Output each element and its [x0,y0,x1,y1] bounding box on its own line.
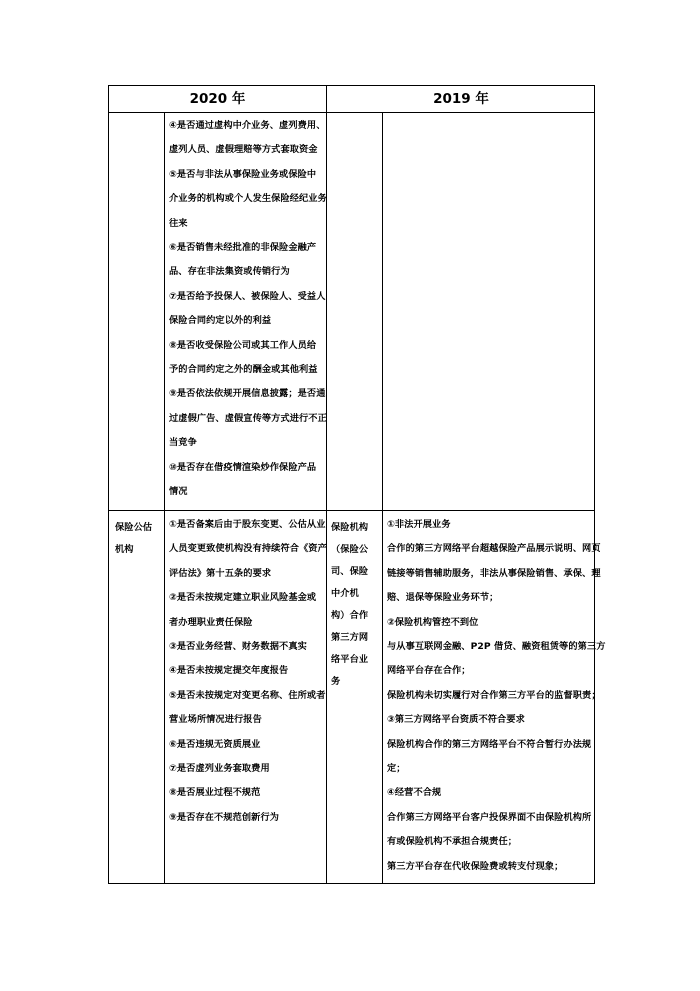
list-item: 网络平台存在合作； [387,665,471,677]
col-divider-2020 [164,112,165,883]
list-item: 评估法》第十五条的要求 [169,567,272,579]
col-divider-2019 [382,112,383,883]
list-item: 合作第三方网络平台客户投保界面不由保险机构所 [387,811,592,823]
list-item: ②是否未按规定建立职业风险基金或 [169,592,317,604]
list-item: ⑥是否销售未经批准的非保险金融产 [169,242,317,254]
list-item: 过虚假广告、虚假宣传等方式进行不正 [169,412,327,424]
list-item: 合作的第三方网络平台超越保险产品展示说明、网页 [387,543,601,555]
list-item: 第三方平台存在代收保险费或转支付现象； [387,860,564,872]
list-item: 情况 [169,486,188,498]
list-item: 者办理职业责任保险 [169,616,253,628]
list-item: 链接等销售辅助服务，非法从事保险销售、承保、理 [387,567,601,579]
category-line: 司、保险 [331,566,369,577]
list-item: ⑨是否存在不规范创新行为 [169,811,280,823]
header-2020: 2020 年 [189,91,246,107]
list-item: ②保险机构管控不到位 [387,616,479,628]
list-item: ⑧是否展业过程不规范 [169,787,261,799]
list-item: 保险合同约定以外的利益 [169,315,272,327]
row2-items-2019 [387,513,606,879]
list-item: 保险机构未切实履行对合作第三方平台的监督职责； [387,689,601,701]
list-item: 有或保险机构不承担合规责任； [387,836,518,848]
list-item: 营业场所情况进行报告 [169,714,262,726]
list-item: ⑩是否存在借疫情渲染炒作保险产品 [169,461,317,473]
list-item: ④经营不合规 [387,787,442,799]
list-item: ⑥是否违规无资质展业 [169,738,261,750]
row2-category-2020 [115,517,152,561]
category-line: 保险公估 [115,522,153,533]
row2-category-2019 [331,517,368,693]
category-line: 络平台业 [331,654,369,665]
list-item: 定； [387,763,406,775]
list-item: ④是否通过虚构中介业务、虚列费用、 [169,120,326,131]
list-item: ①是否备案后由于股东变更、公估从业 [169,519,326,530]
list-item: 予的合同约定之外的酬金或其他利益 [169,364,318,376]
list-item: 往来 [169,217,188,229]
list-item: ⑤是否未按规定对变更名称、住所或者 [169,689,326,701]
list-item: ③第三方网络平台资质不符合要求 [387,714,525,726]
category-line: 第三方网 [331,632,369,643]
category-line: 机构 [115,544,134,555]
list-item: ①非法开展业务 [387,519,451,530]
category-line: 中介机 [331,588,359,599]
row-divider [109,510,594,511]
header-2019: 2019 年 [433,91,489,107]
list-item: 品、存在非法集资或传销行为 [169,266,290,278]
category-line: 务 [331,676,341,687]
list-item: ⑦是否给予投保人、被保险人、受益人 [169,290,326,302]
category-line: 保险机构 [331,522,369,533]
list-item: ④是否未按规定提交年度报告 [169,665,289,677]
list-item: ⑧是否收受保险公司或其工作人员给 [169,339,317,351]
list-item: 介业务的机构或个人发生保险经纪业务 [169,193,327,205]
row1-items-2020 [169,114,327,505]
category-line: （保险公 [331,544,369,555]
list-item: 人员变更致使机构没有持续符合《资产 [169,543,327,555]
list-item: 虚列人员、虚假理赔等方式套取资金 [169,144,318,156]
list-item: ⑨是否依法依规开展信息披露；是否通 [169,388,326,400]
list-item: ③是否业务经营、财务数据不真实 [169,641,307,653]
list-item: 当竞争 [169,437,197,449]
list-item: 与从事互联网金融、P2P 借贷、融资租赁等的第三方 [387,641,606,653]
category-line: 构）合作 [331,610,369,621]
list-item: ⑤是否与非法从事保险业务或保险中 [169,168,317,180]
comparison-table [108,85,606,884]
list-item: 保险机构合作的第三方网络平台不符合暂行办法规 [387,738,592,750]
list-item: 赔、退保等保险业务环节； [387,592,499,604]
row2-items-2020 [169,513,327,830]
list-item: ⑦是否虚列业务套取费用 [169,763,270,775]
